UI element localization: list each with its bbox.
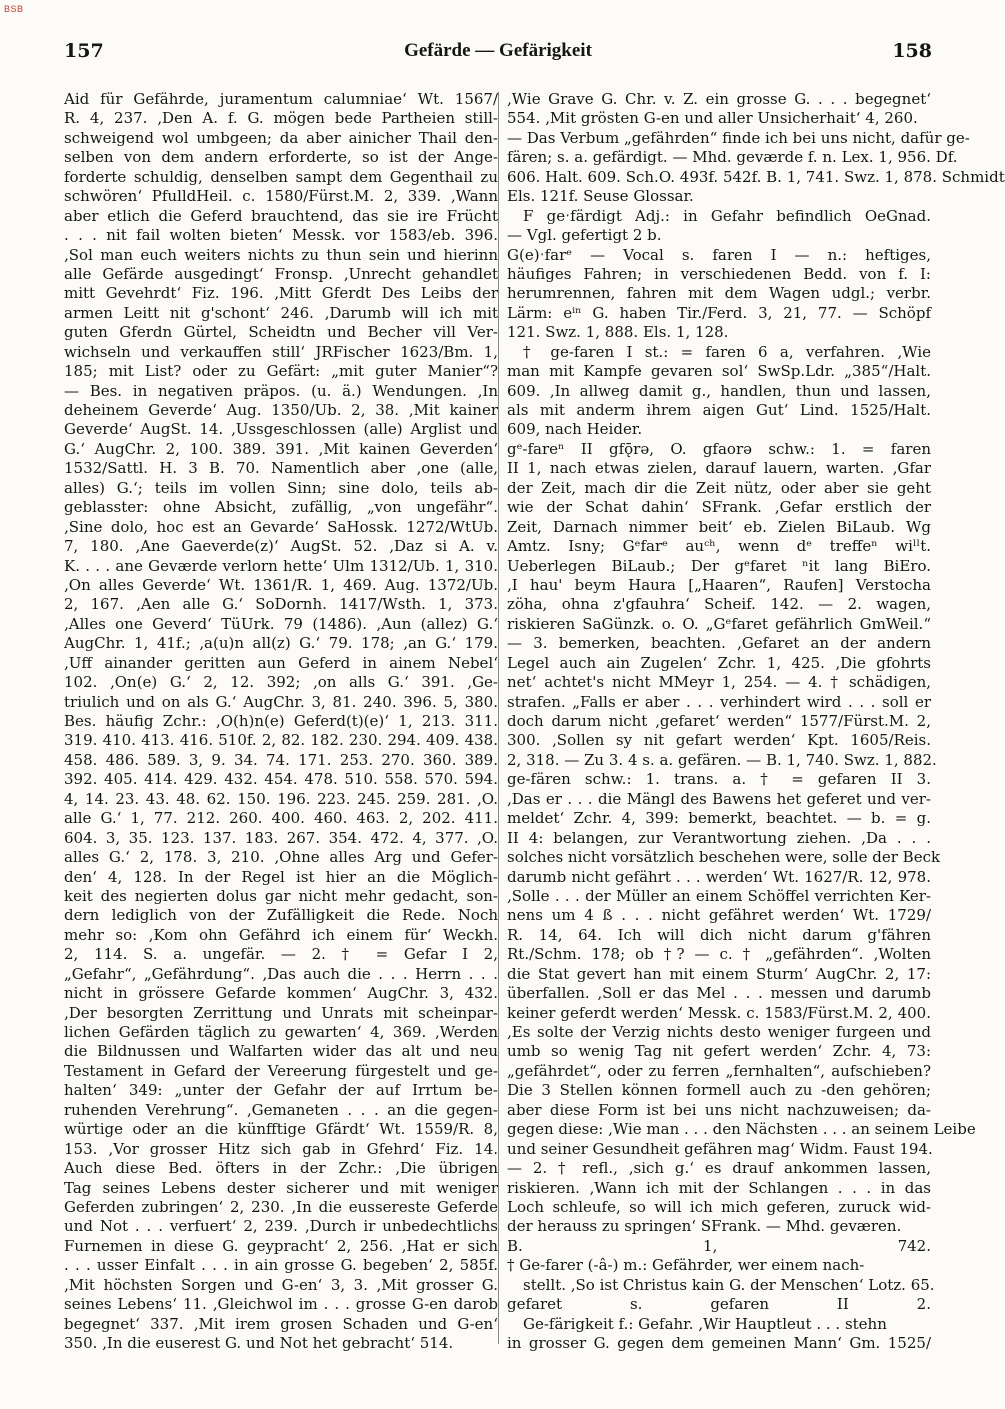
text-line: umb so wenig Tag nit gefert werden‘ Zchr. 4, 73: <box>507 1042 931 1061</box>
text-line: keiner geferdt werden‘ Messk. c. 1583/Fürst.M. 2, 400. <box>507 1003 931 1022</box>
text-line: gefaret s. gefaren II 2. <box>507 1295 931 1314</box>
column-divider <box>498 92 499 1344</box>
text-line: würtige oder an die künfftige Gfärdt‘ Wt. 1559/R. 8, <box>64 1120 498 1139</box>
text-line: AugChr. 1, 41f.; ‚a(u)n all(z) G.‘ 79. 178; ‚an G.‘ 179. <box>64 634 498 653</box>
text-line: mitt Gevehrdt‘ Fiz. 196. ‚Mitt Gferdt Des Leibs der <box>64 284 498 303</box>
text-line: 458. 486. 589. 3, 9. 34. 74. 171. 253. 270. 360. 389. <box>64 750 498 769</box>
text-line: Bes. häufig Zchr.: ‚O(h)n(e) Geferd(t)(e)‘ 1, 213. 311. <box>64 712 498 730</box>
text-line: strafen. „Falls er aber . . . verhindert wird . . . soll er <box>507 692 931 711</box>
text-line: man mit Kampfe gevaren sol‘ SwSp.Ldr. „385“/Halt. <box>507 362 931 381</box>
text-line: K. . . . ane Geværde verlorn hette‘ Ulm 1312/Ub. 1, 310. <box>64 556 498 575</box>
text-line: G(e)ˑfarᵉ — Vocal s. faren I — n.: heftiges, <box>507 245 931 264</box>
text-line: triulich und on als G.‘ AugChr. 3, 81. 240. 396. 5, 380. <box>64 692 498 711</box>
text-line: ‚Sine dolo, hoc est an Gevarde‘ SaHossk. 1272/WtUb. <box>64 517 498 536</box>
text-line: und seiner Gesundheit gefähren mag‘ Widm. Faust 194. <box>507 1139 933 1158</box>
text-line: zöha, ohna z'gfauhra‘ Scheif. 142. — 2. wagen, <box>507 595 931 614</box>
text-line: Die 3 Stellen können formell auch zu -den gehören; <box>507 1081 931 1100</box>
text-line: alles) G.‘; teils im vollen Sinn; sine dolo, teils ab- <box>64 478 498 497</box>
text-line: riskieren. ‚Wann ich mit der Schlangen . . . in das <box>507 1178 931 1197</box>
text-line: 2, 318. — Zu 3. 4 s. a. gefären. — B. 1, 740. Swz. 1, 882. <box>507 750 937 769</box>
text-line: † Ge-farer (-â-) m.: Gefährder, wer einem nach- <box>507 1256 865 1275</box>
text-line: lichen Gefärden täglich zu gewarten‘ 4, 369. ‚Werden <box>64 1023 498 1041</box>
text-line: schwören‘ PfulldHeil. c. 1580/Fürst.M. 2, 339. ‚Wann <box>64 187 498 206</box>
text-line: — Bes. in negativen präpos. (u. ä.) Wendungen. ‚In <box>64 381 498 400</box>
text-line: riskieren SaGünzk. o. O. „Gᵉfaret gefährlich GmWeil.“ <box>507 614 931 633</box>
page-number-right: 158 <box>892 40 932 62</box>
text-line: 7, 180. ‚Ane Gaeverde(z)‘ AugSt. 52. ‚Daz si A. v. <box>64 537 498 556</box>
text-line: 2, 167. ‚Aen alle G.‘ SoDornh. 1417/Wsth. 1, 373. <box>64 595 498 614</box>
text-line: und Not . . . verfuert‘ 2, 239. ‚Durch ir unbedechtlichs <box>64 1217 498 1236</box>
text-line: ruhenden Verehrung“. ‚Gemaneten . . . an die gegen- <box>64 1100 498 1119</box>
text-line: nens um 4 ß . . . nicht gefähret werden‘ Wt. 1729/ <box>507 906 931 925</box>
text-line: als mit anderm ihrem aigen Gut‘ Lind. 1525/Halt. <box>507 401 931 419</box>
text-line: G.‘ AugChr. 2, 100. 389. 391. ‚Mit kainen Geverden‘ <box>64 439 498 458</box>
text-line: solches nicht vorsätzlich beschehen were, solle der Beck <box>507 848 941 867</box>
text-line: den‘ 4, 128. In der Regel ist hier an die Möglich- <box>64 867 498 886</box>
text-line: . . . usser Einfalt . . . in ain grosse G. begeben‘ 2, 585f. <box>64 1256 498 1275</box>
text-line: ‚Das er . . . die Mängl des Bawens het geferet und ver- <box>507 789 931 808</box>
text-line: B. 1, 742. <box>507 1236 931 1255</box>
text-line: „gefährdet“, oder zu ferren „fernhalten“, aufschieben? <box>507 1061 931 1080</box>
text-line: ‚Sol man euch weiters nichts zu thun sein und hierinn <box>64 245 498 264</box>
text-line: gegen diese: ‚Wie man . . . den Nächsten . . . an seinem Leibe <box>507 1120 976 1139</box>
text-line: Geferden zubringen‘ 2, 230. ‚In die eussereste Geferde <box>64 1197 498 1216</box>
text-line: darumb nicht gefährt . . . werden‘ Wt. 1627/R. 12, 978. <box>507 867 931 886</box>
text-line: — 2. † refl., ‚sich g.‘ es drauf ankommen lassen, <box>507 1159 931 1178</box>
text-line: † ge-faren I st.: = faren 6 a, verfahren. ‚Wie <box>523 342 931 361</box>
right-column <box>507 90 1005 1353</box>
text-line: geblasster: ohne Absicht, zufällig, „von ungefähr“. <box>64 498 498 517</box>
text-line: nicht in grössere Gefarde kommen‘ AugChr. 3, 432. <box>64 984 498 1003</box>
text-line: 609. ‚In allweg damit g., handlen, thun und lassen, <box>507 381 931 400</box>
text-line: 319. 410. 413. 416. 510f. 2, 82. 182. 230. 294. 409. 438. <box>64 731 498 750</box>
text-line: halten‘ 349: „unter der Gefahr der auf Irrtum be- <box>64 1081 498 1100</box>
text-line: Zeit, Darnach nimmer beit‘ eb. Zielen BiLaub. Wg <box>507 517 931 536</box>
text-line: begegnet‘ 337. ‚Mit irem grosen Schaden und G-en‘ <box>64 1314 498 1333</box>
text-line: 121. Swz. 1, 888. Els. 1, 128. <box>507 323 729 342</box>
text-line: R. 14, 64. Ich will dich nicht darum g'fähren <box>507 925 931 944</box>
text-line: II 4: belangen, zur Verantwortung ziehen. ‚Da . . . <box>507 828 931 847</box>
text-line: ge-fären schw.: 1. trans. a. † = gefaren II 3. <box>507 770 931 789</box>
text-line: 604. 3, 35. 123. 137. 183. 267. 354. 472. 4, 377. ‚O. <box>64 828 498 847</box>
text-line: net‘ achtet's nicht MMeyr 1, 254. — 4. † schädigen, <box>507 673 931 692</box>
text-line: Ge-färigkeit f.: Gefahr. ‚Wir Hauptleut . . . stehn <box>523 1314 887 1333</box>
text-line: gᵉ-fareⁿ II gfǭrə, O. gfaorə schw.: 1. = faren <box>507 439 931 458</box>
text-line: — 3. bemerken, beachten. ‚Gefaret an der andern <box>507 634 931 653</box>
text-line: 1532/Sattl. H. 3 B. 70. Namentlich aber ‚one (alle, <box>64 459 498 478</box>
text-line: 350. ‚In die euserest G. und Not het gebracht‘ 514. <box>64 1334 454 1352</box>
text-line: ‚Mit höchsten Sorgen und G-en‘ 3, 3. ‚Mit grosser G. <box>64 1275 498 1294</box>
text-line: 153. ‚Vor grosser Hitz sich gab in Gfehrd‘ Fiz. 14. <box>64 1139 498 1158</box>
text-line: Aid für Gefährde, juramentum calumniae‘ Wt. 1567/ <box>64 90 498 108</box>
text-line: 392. 405. 414. 429. 432. 454. 478. 510. 558. 570. 594. <box>64 770 498 789</box>
text-line: 606. Halt. 609. Sch.O. 493f. 542f. B. 1, 741. Swz. 1, 878. Schmidt <box>507 167 1005 186</box>
text-line: alles G.‘ 2, 178. 3, 210. ‚Ohne alles Arg und Gefer- <box>64 848 498 867</box>
left-column <box>64 90 498 1353</box>
text-line: guten Gferdn Gürtel, Scheidtn und Becher vill Ver- <box>64 323 498 342</box>
text-line: Ueberlegen BiLaub.; Der gᵉfaret ⁿit lang BiEro. <box>507 556 931 575</box>
text-line: 2, 114. S. a. ungefär. — 2. † = Gefar I 2, <box>64 945 498 964</box>
text-line: überfallen. ‚Soll er das Mel . . . messen und darumb <box>507 984 931 1003</box>
text-line: alle Gefärde ausgedingt‘ Fronsp. ‚Unrecht gehandlet <box>64 264 498 283</box>
text-line: wichseln und verkauffen still‘ JRFischer 1623/Bm. 1, <box>64 342 498 361</box>
text-line: Loch schleufe, so will ich mich geferen, zuruck wid- <box>507 1197 931 1216</box>
text-line: ‚Es solte der Verzig nichts desto weniger furgeen und <box>507 1023 931 1041</box>
text-line: stellt. ‚So ist Christus kain G. der Menschen‘ Lotz. 65. <box>523 1275 935 1294</box>
text-line: ‚Der besorgten Zerrittung und Unrats mit scheinpar- <box>64 1003 498 1022</box>
text-line: F geˑfärdigt Adj.: in Gefahr befindlich OeGnad. <box>523 206 931 225</box>
text-line: 609, nach Heider. <box>507 420 643 439</box>
text-line: seines Lebens‘ 11. ‚Gleichwol im . . . grosse G-en darob <box>64 1295 498 1314</box>
text-line: Rt./Schm. 178; ob †? — c. † „gefährden“. ‚Wolten <box>507 945 931 964</box>
text-line: der Zeit, mach dir die Zeit nütz, oder aber sie geht <box>507 478 931 497</box>
text-line: fären; s. a. gefärdigt. — Mhd. geværde f. n. Lex. 1, 956. Df. <box>507 148 958 167</box>
text-line: — Vgl. gefertigt 2 b. <box>507 226 662 245</box>
text-line: Tag seines Lebens dester sicherer und mit weniger <box>64 1178 498 1197</box>
text-line: in grosser G. gegen dem gemeinen Mann‘ Gm. 1525/ <box>507 1334 931 1352</box>
text-line: aber diese Form ist bei uns nicht nachzuweisen; da- <box>507 1100 931 1119</box>
text-line: 4, 14. 23. 43. 48. 62. 150. 196. 223. 245. 259. 281. ‚O. <box>64 789 498 808</box>
page-number-left: 157 <box>64 40 104 62</box>
text-line: armen Leitt nit g'schont‘ 246. ‚Darumb will ich mit <box>64 303 498 322</box>
page-header <box>64 40 932 68</box>
text-line: keit des negierten dolus gar nicht mehr gedacht, son- <box>64 886 498 905</box>
text-line: selben von dem andern erforderte, so ist der Ange- <box>64 148 498 167</box>
text-line: deheinem Geverde‘ Aug. 1350/Ub. 2, 38. ‚Mit kainer <box>64 401 498 419</box>
text-line: ‚I hau' beym Haura [„Haaren“, Raufen] Verstocha <box>507 575 931 594</box>
text-line: Els. 121f. Seuse Glossar. <box>507 187 694 206</box>
text-line: dern lediglich von der Zufälligkeit die Rede. Noch <box>64 906 498 925</box>
text-line: Legel auch ain Zugelen‘ Zchr. 1, 425. ‚Die gfohrts <box>507 653 931 672</box>
text-line: meldet‘ Zchr. 4, 399: bemerkt, beachtet. — b. = g. <box>507 809 931 828</box>
text-line: ‚On alles Geverde‘ Wt. 1361/R. 1, 469. Aug. 1372/Ub. <box>64 575 498 594</box>
text-line: Amtz. Isny; Gᵉfarᵉ auᶜʰ, wenn dᵉ treffeⁿ wiˡˡt. <box>507 537 931 556</box>
text-line: 102. ‚On(e) G.‘ 2, 12. 392; ‚on alls G.‘ 391. ‚Ge- <box>64 673 498 692</box>
text-line: 554. ‚Mit grösten G-en und aller Unsicherhait‘ 4, 260. <box>507 109 918 128</box>
text-line: R. 4, 237. ‚Den A. f. G. mögen bede Partheien still- <box>64 109 498 128</box>
text-line: Testament in Gefard der Vereerung fürgestelt und ge- <box>64 1061 498 1080</box>
text-line: — Das Verbum „gefährden“ finde ich bei uns nicht, dafür ge- <box>507 128 970 147</box>
text-line: alle G.‘ 1, 77. 212. 260. 400. 460. 463. 2, 202. 411. <box>64 809 498 828</box>
text-line: „Gefahr“, „Gefährdung“. ‚Das auch die . . . Herrn . . . <box>64 964 498 983</box>
library-stamp: BSB <box>4 4 24 14</box>
text-line: ‚Alles one Geverd‘ TüUrk. 79 (1486). ‚Aun (allez) G.‘ <box>64 614 498 633</box>
text-line: ‚Uff ainander geritten aun Geferd in ainem Nebel‘ <box>64 653 498 672</box>
text-line: . . . nit fail wolten bieten‘ Messk. vor 1583/eb. 396. <box>64 226 498 245</box>
text-line: aber etlich die Geferd brauchtend, das sie ire Frücht <box>64 206 498 225</box>
text-line: ‚Wie Grave G. Chr. v. Z. ein grosse G. . . . begegnet‘ <box>507 90 931 108</box>
text-line: schweigend wol umbgeen; da aber ainicher Thail den- <box>64 128 498 147</box>
text-line: der herauss zu springen‘ SFrank. — Mhd. geværen. <box>507 1217 902 1236</box>
text-line: Auch diese Bed. öfters in der Zchr.: ‚Die übrigen <box>64 1159 498 1178</box>
text-line: herumrennen, fahren mit dem Wagen udgl.; verbr. <box>507 284 931 303</box>
text-line: 185; mit List? oder zu Gefärt: „mit guter Manier“? <box>64 362 498 381</box>
text-line: Geverde‘ AugSt. 14. ‚Ussgeschlossen (alle) Arglist und <box>64 420 498 439</box>
text-line: II 1, nach etwas zielen, darauf lauern, warten. ‚Gfar <box>507 459 931 478</box>
text-line: Furnemen in diese G. geypracht‘ 2, 256. ‚Hat er sich <box>64 1236 498 1255</box>
text-line: wie der Schat dahin‘ SFrank. ‚Gefar erstlich der <box>507 498 931 517</box>
text-line: doch darum nicht ‚gefaret‘ werden“ 1577/Fürst.M. 2, <box>507 712 931 730</box>
text-line: die Bildnussen und Walfarten wider das alt und neu <box>64 1042 498 1061</box>
text-line: forderte schuldig, denselben sampt dem Gegenthail zu <box>64 167 498 186</box>
running-title: Gefärde — Gefärigkeit <box>404 40 592 61</box>
text-line: mehr so: ‚Kom ohn Gefährd ich einem für‘ Weckh. <box>64 925 498 944</box>
text-line: 300. ‚Sollen sy nit gefart werden‘ Kpt. 1605/Reis. <box>507 731 931 750</box>
text-line: Lärm: eⁱⁿ G. haben Tir./Ferd. 3, 21, 77. — Schöpf <box>507 303 931 322</box>
text-line: ‚Solle . . . der Müller an einem Schöffel verrichten Ker- <box>507 886 931 905</box>
text-line: die Stat gevert han mit einem Sturm‘ AugChr. 2, 17: <box>507 964 931 983</box>
text-line: häufiges Fahren; in verschiedenen Bedd. von f. I: <box>507 264 931 283</box>
